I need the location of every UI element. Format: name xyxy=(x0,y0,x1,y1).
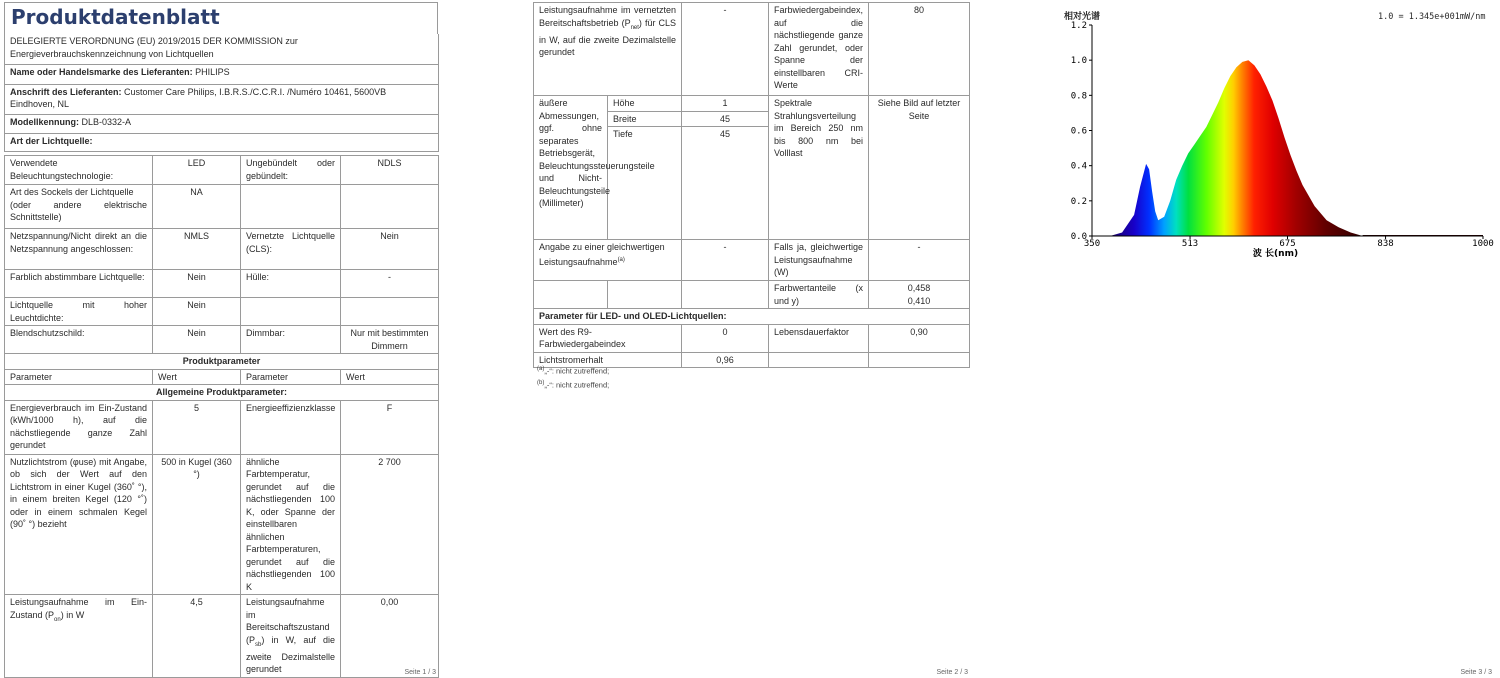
type-header: Art der Lichtquelle: xyxy=(5,133,439,151)
table-row: äußere Abmessungen, ggf. ohne separates Betriebsgerät, Beleuchtungssteuerungsteile und Nicht-Beleuchtungsteile (Millimeter) Höhe 1 Spektrale Strahlungsverteilung im Bereich 250 nm bis 800 nm bei Volllast Siehe Bild auf letzter Seite xyxy=(534,96,970,112)
page-number: Seite 3 / 3 xyxy=(1460,669,1492,676)
y-tick-label: 1.2 xyxy=(1070,21,1087,31)
table-row: Energieverbrauch im Ein-Zustand (kWh/1000 h), auf die nächstliegende ganze Zahl gerundet 5 Energieeffizienzklasse F xyxy=(5,400,439,454)
chart-scale-note: 1.0 = 1.345e+001mW/nm xyxy=(1378,12,1486,22)
x-tick-label: 675 xyxy=(1279,239,1296,249)
supplier-address-row: Anschrift des Lieferanten: Customer Care Philips, I.B.R.S./C.C.R.I. /Numéro 10461, 5600VB Eindhoven, NL xyxy=(5,84,439,114)
supplier-name-row: Name oder Handelsmarke des Lieferanten: PHILIPS xyxy=(5,64,439,84)
table-row: Verwendete Beleuchtungstechnologie: LED Ungebündelt oder gebündelt: NDLS xyxy=(5,156,439,185)
y-tick-label: 0.6 xyxy=(1070,126,1087,137)
page-1 xyxy=(0,0,444,678)
regulation-text: DELEGIERTE VERORDNUNG (EU) 2019/2015 DER KOMMISSION zur Energieverbrauchskennzeichnung von Lichtquellen xyxy=(5,34,439,64)
type-table xyxy=(4,155,439,678)
supplier-table xyxy=(4,34,439,152)
y-tick-label: 0.8 xyxy=(1070,91,1087,102)
chart-title: 相对光谱 xyxy=(1064,12,1101,22)
page-number: Seite 2 / 3 xyxy=(936,669,968,676)
x-tick-label: 350 xyxy=(1083,239,1101,249)
y-tick-label: 0.2 xyxy=(1070,196,1087,207)
table-row: Netzspannung/Nicht direkt an die Netzspannung angeschlossen: NMLS Vernetzte Lichtquelle (CLS): Nein xyxy=(5,229,439,270)
x-tick-label: 513 xyxy=(1181,239,1199,249)
table-row: Farbwertanteile (x und y) 0,458 0,410 xyxy=(534,281,970,309)
table-row: Lichtquelle mit hoher Leuchtdichte: Nein xyxy=(5,298,439,326)
y-tick-label: 0.4 xyxy=(1070,161,1087,172)
table-row: Wert des R9-Farbwiedergabeindex 0 Lebensdauerfaktor 0,90 xyxy=(534,324,970,352)
general-params-header: Allgemeine Produktparameter: xyxy=(5,385,439,401)
table-row: Breite 45 xyxy=(534,111,970,127)
table-row: Art des Sockels der Lichtquelle (oder andere elektrische Schnittstelle) NA xyxy=(5,185,439,229)
params-table-2 xyxy=(533,2,970,368)
y-tick-label: 1.0 xyxy=(1070,56,1087,67)
x-axis-label: 波 长(nm) xyxy=(1252,249,1299,259)
plot-area xyxy=(1071,21,1494,259)
x-tick-label: 1000 xyxy=(1472,239,1494,249)
spectrum-area xyxy=(1110,60,1363,236)
table-row: Nutzlichtstrom (φuse) mit Angabe, ob sich der Wert auf den Lichtstrom in einer Kugel (360˚ °), in einem breiten Kegel (120 °˚) oder in einem schmalen Kegel (90˚ °) bezieht 500 in Kugel (360 °) ähnliche Farbtemperatur, gerundet auf die nächstliegenden 100 K, oder Spanne der einstellbaren ähnlichen Farbtemperaturen, gerundet auf die nächstliegenden 100 K 2 700 xyxy=(5,454,439,595)
led-params-header: Parameter für LED- und OLED-Lichtquellen: xyxy=(534,309,970,325)
column-header-row: Parameter Wert Parameter Wert xyxy=(5,369,439,385)
table-row: Leistungsaufnahme im vernetzten Bereitschaftsbetrieb $(P_{net})$ für CLS in W, auf die zweite Dezimalstelle gerundet - Farbwiedergabeindex, auf die nächstliegende ganze Zahl gerundet, oder Spanne der einstellbaren CRI-Werte 80 xyxy=(534,3,970,96)
table-row: Tiefe 45 xyxy=(534,127,970,240)
page-title: Produktdatenblatt xyxy=(4,2,438,34)
y-tick-label: 0.0 xyxy=(1070,232,1087,242)
x-tick-label: 838 xyxy=(1377,239,1394,249)
table-row: Blendschutzschild: Nein Dimmbar: Nur mit bestimmten Dimmern xyxy=(5,326,439,354)
table-row: Leistungsaufnahme im Ein-Zustand $(P_{on})$ in W 4,5 Leistungsaufnahme im Bereitschaftszustand $(P_{sb})$ in W, auf die zweite Dezimalstelle gerundet 0,00 xyxy=(5,595,439,678)
footnote-b: $^{(b)}$„-“: nicht zutreffend; xyxy=(537,380,610,390)
product-params-header: Produktparameter xyxy=(5,354,439,370)
table-row: Angabe zu einer gleichwertigen Leistungsaufnahme$^{(a)}$ - Falls ja, gleichwertige Leistungsaufnahme (W) - xyxy=(534,240,970,281)
page-number: Seite 1 / 3 xyxy=(404,669,436,676)
footnote-a: $^{(a)}$„-“: nicht zutreffend; xyxy=(537,366,610,376)
spectrum-chart xyxy=(1060,0,1500,270)
table-row: Lichtstromerhalt 0,96 xyxy=(534,352,970,368)
table-row: Farblich abstimmbare Lichtquelle: Nein Hülle: - xyxy=(5,270,439,298)
model-row: Modellkennung: DLB-0332-A xyxy=(5,114,439,133)
